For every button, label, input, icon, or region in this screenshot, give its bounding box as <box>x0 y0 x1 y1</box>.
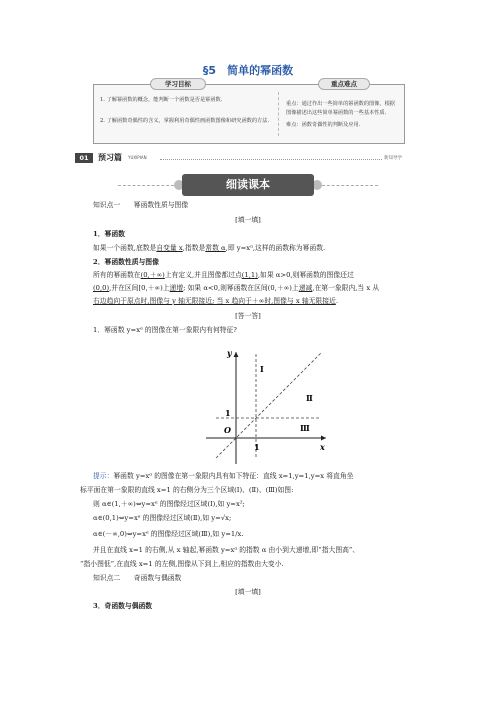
kp1-heading: 知识点一 幂函数性质与图像 <box>93 201 189 209</box>
graph-origin-label: O <box>224 425 231 435</box>
hint-line-7: “指小图低”,在直线 x=1 的左侧,图像从下到上,相应的指数由大变小. <box>80 560 284 568</box>
power-function-region-graph <box>196 346 336 466</box>
graph-y-label: y <box>227 348 232 358</box>
kp1-p1-text-a: 如果一个函数,底数是 <box>93 244 157 252</box>
kp1-p2-text-d: ,并在区间[0,＋∞)上 <box>109 284 170 292</box>
keypoint-item-1: 重点：通过作出一些简单的幂函数的图像，根据图像描述出这些简单幂函数的一些基本性质. <box>286 101 395 116</box>
graph-line-y-equals-x <box>216 353 321 458</box>
kp2-h3: 3．奇函数与偶函数 <box>93 602 153 610</box>
kp1-p2-text-c: ,如果 α>0,则幂函数的图像还过 <box>257 271 354 279</box>
kp1-p2-line1 <box>93 269 423 281</box>
kp2-fill-tag: [填一填] <box>235 588 261 596</box>
section-name: 预习篇 <box>98 153 122 162</box>
kp1-p2-fill-5: 递减 <box>298 284 313 292</box>
hint-line-2: 标平面在第一象限的直线 x=1 的右侧分为三个区域(Ⅰ)、(Ⅱ)、(Ⅲ)如图: <box>80 486 294 494</box>
kp1-p2-line3 <box>93 295 423 307</box>
kp1-p2-fill-6: 右边趋向于原点时,图像与 y 轴无限接近; 当 x 趋向于＋∞时,图像与 x 轴无限接近 <box>93 297 336 305</box>
graph-one-x-label: 1 <box>254 442 260 452</box>
banner-dash-right <box>322 185 378 186</box>
kp1-p2-fill-3: (0,0) <box>93 284 110 292</box>
kp1-h1: 1．幂函数 <box>93 230 125 238</box>
graph-y-arrow-icon <box>234 352 239 357</box>
hint-line-3: 则 α∈(1,＋∞)⇔y=xᵅ 的图像经过区域(Ⅰ),如 y=x²; <box>93 500 245 508</box>
kp1-p2-text-b: 上有定义,并且图像都过点 <box>164 271 242 279</box>
banner-text: 细读课本 <box>226 178 270 191</box>
page-title: §5 简单的幂函数 <box>202 64 294 77</box>
graph-region-1-label: Ⅰ <box>260 364 264 374</box>
kp2-heading: 知识点二 奇函数与偶函数 <box>93 574 182 582</box>
graph-region-3-label: Ⅲ <box>300 423 310 433</box>
kp1-fill-tag: [填一填] <box>235 216 261 224</box>
hint-label: 提示： <box>93 472 114 480</box>
keypoints-tab: 重点难点 <box>318 78 370 90</box>
hint-line-4: α∈(0,1)⇔y=xᵅ 的图像经过区域(Ⅱ),如 y=√x; <box>93 514 232 522</box>
kp1-p1-fill-2: 常数 α <box>205 244 226 252</box>
graph-x-arrow-icon <box>321 436 326 441</box>
kp1-p2-line2 <box>93 282 423 294</box>
hint-line-1 <box>93 470 353 482</box>
section-number: 01 <box>75 153 93 163</box>
kp1-p2-fill-1: (0,＋∞) <box>140 271 165 279</box>
section-pinyin: YUXIPIAN <box>128 155 147 160</box>
section-right-label: 新知导学 <box>384 156 402 161</box>
kp1-p2-fill-2: (1,1) <box>241 271 258 279</box>
section-dotted-line <box>160 159 382 160</box>
hint-line-6: 并且在直线 x=1 的右侧,从 x 轴起,幂函数 y=xᵅ 的指数 α 由小到大递增,即“指大图高”、 <box>93 546 360 554</box>
banner-dash-left <box>118 185 174 186</box>
kp1-p2-text-a: 所有的幂函数在 <box>93 271 141 279</box>
kp1-p1-fill-1: 自变量 x <box>156 244 183 252</box>
graph-x-label: x <box>320 442 325 452</box>
kp1-p1-text-b: ,指数是 <box>182 244 206 252</box>
kp1-p2-text-e: ; 如果 α<0,则幂函数在区间(0,＋∞)上 <box>183 284 299 292</box>
kp1-h2: 2．幂函数性质与图像 <box>93 258 159 266</box>
goal-item-1: 1. 了解幂函数的概念，能判断一个函数是否是幂函数. <box>100 97 223 103</box>
graph-one-y-label: 1 <box>225 408 231 418</box>
hint-text-1: 幂函数 y=xᵅ 的图像在第一象限内具有如下特征：直线 x=1,y=1,y=x 将直角坐 <box>113 472 354 480</box>
qa-question: 1．幂函数 y=xᵅ 的图像在第一象限内有何特征? <box>93 326 237 334</box>
kp1-p2-text-f: ,在第一象限内,当 x 从 <box>312 284 380 292</box>
kp1-p2-text-g: . <box>335 297 338 305</box>
qa-tag: [答一答] <box>235 312 261 320</box>
goals-tab: 学习目标 <box>150 78 206 90</box>
header-divider <box>278 92 279 136</box>
hint-line-5: α∈(－∞,0)⇔y=xᵅ 的图像经过区域(Ⅲ),如 y=1/x. <box>93 530 244 538</box>
kp1-p2-fill-4: 递增 <box>169 284 184 292</box>
kp1-p1-text-c: ,即 y=xᵅ,这样的函数称为幂函数. <box>225 244 326 252</box>
goal-item-2: 2. 了解函数奇偶性的含义，掌握利用奇偶性画函数图像和研究函数的方法. <box>100 118 270 124</box>
kp1-p1 <box>93 242 413 254</box>
graph-region-2-label: Ⅱ <box>306 393 313 403</box>
keypoint-item-2: 难点：函数奇偶性的判断及应用. <box>286 122 361 128</box>
